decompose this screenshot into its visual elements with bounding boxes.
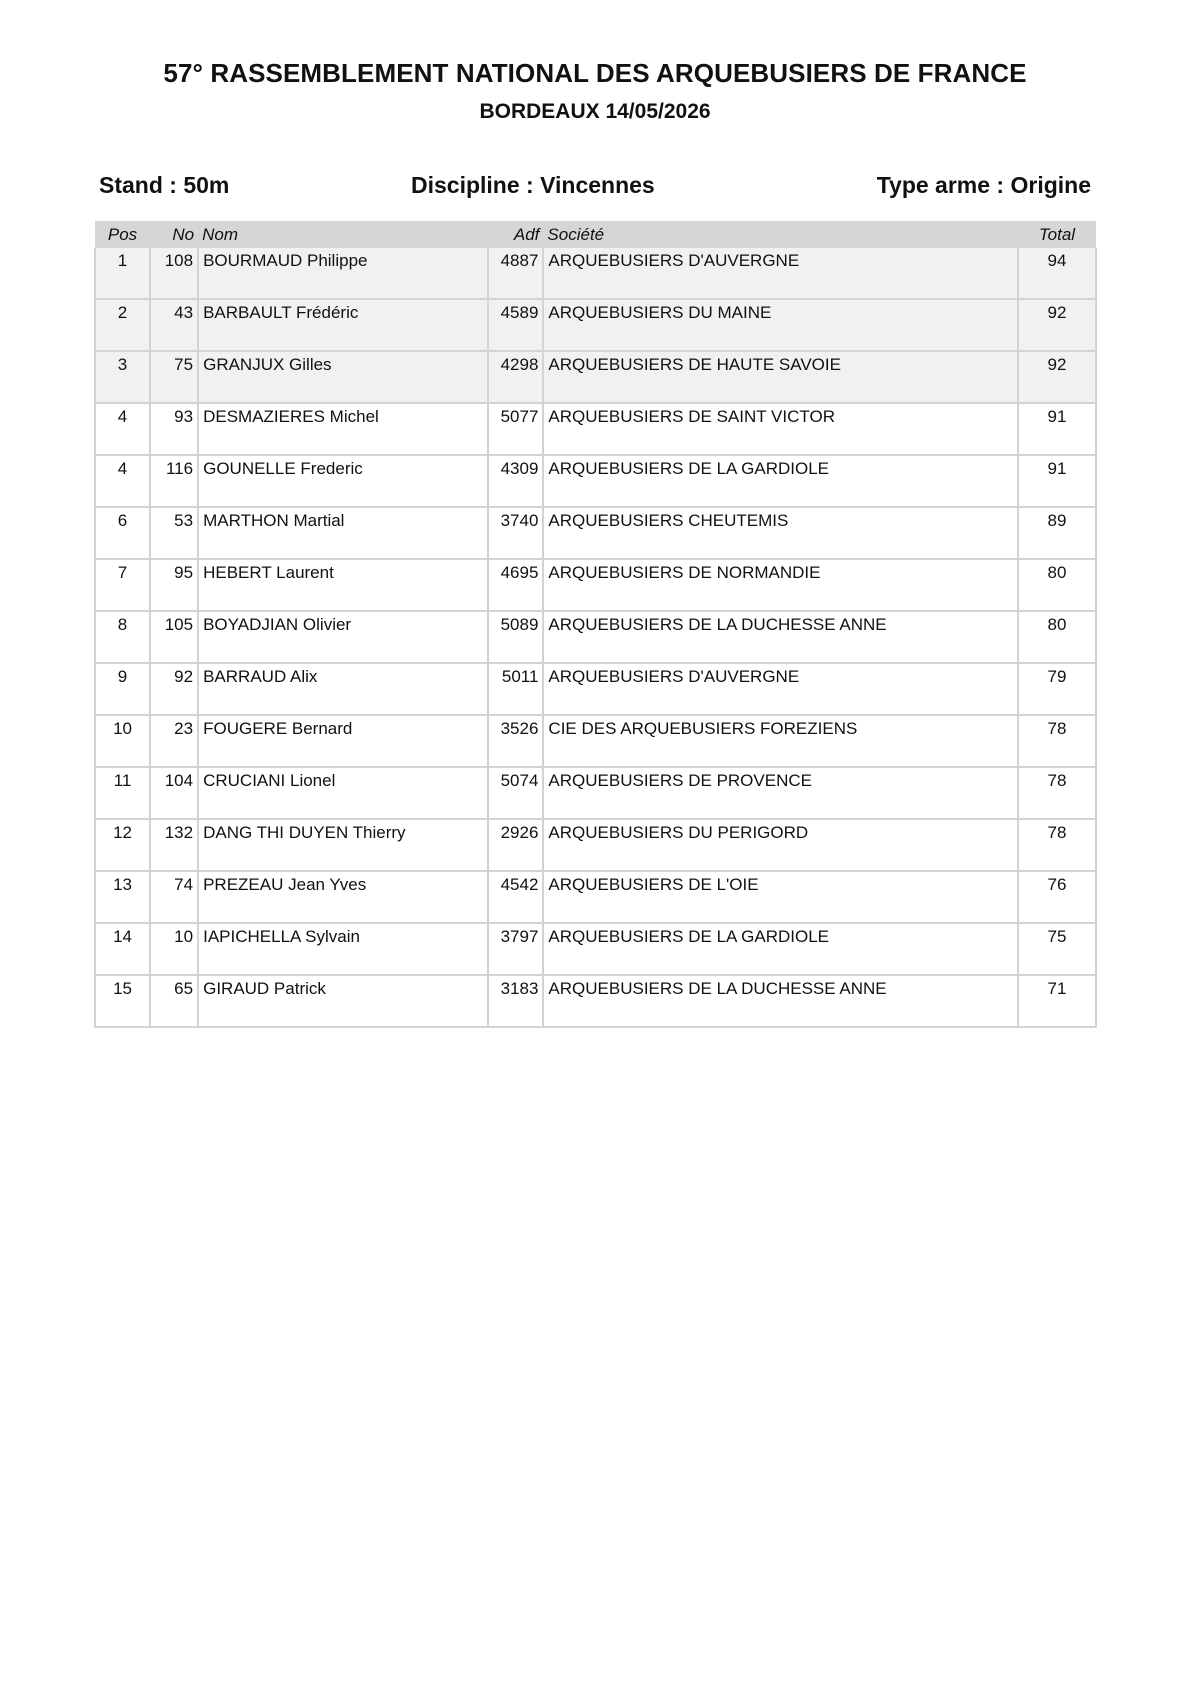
- cell-no: 104: [150, 767, 198, 819]
- cell-nom: MARTHON Martial: [198, 507, 488, 559]
- table-row: [95, 923, 1096, 975]
- cell-societe: ARQUEBUSIERS DE NORMANDIE: [543, 559, 1017, 611]
- cell-pos: 4: [95, 455, 150, 507]
- cell-total: 80: [1018, 559, 1096, 611]
- cell-no: 65: [150, 975, 198, 1027]
- cell-nom: CRUCIANI Lionel: [198, 767, 488, 819]
- cell-no: 10: [150, 923, 198, 975]
- cell-no: 75: [150, 351, 198, 403]
- cell-nom: BARBAULT Frédéric: [198, 299, 488, 351]
- cell-no: 92: [150, 663, 198, 715]
- cell-pos: 12: [95, 819, 150, 871]
- cell-societe: ARQUEBUSIERS DE LA DUCHESSE ANNE: [543, 611, 1017, 663]
- page-title: 57° RASSEMBLEMENT NATIONAL DES ARQUEBUSIERS DE FRANCE: [163, 58, 1027, 88]
- cell-societe: ARQUEBUSIERS DE HAUTE SAVOIE: [543, 351, 1017, 403]
- column-header-societe: Société: [543, 221, 1017, 248]
- cell-pos: 6: [95, 507, 150, 559]
- cell-nom: HEBERT Laurent: [198, 559, 488, 611]
- cell-pos: 14: [95, 923, 150, 975]
- cell-nom: GRANJUX Gilles: [198, 351, 488, 403]
- column-header-pos: Pos: [95, 221, 150, 248]
- cell-adf: 4589: [488, 299, 543, 351]
- cell-adf: 5077: [488, 403, 543, 455]
- cell-adf: 3740: [488, 507, 543, 559]
- cell-no: 116: [150, 455, 198, 507]
- cell-nom: FOUGERE Bernard: [198, 715, 488, 767]
- table-row: [95, 248, 1096, 299]
- cell-total: 78: [1018, 819, 1096, 871]
- table-row: [95, 975, 1096, 1027]
- column-header-adf: Adf: [488, 221, 543, 248]
- cell-societe: ARQUEBUSIERS D'AUVERGNE: [543, 663, 1017, 715]
- cell-total: 78: [1018, 715, 1096, 767]
- cell-total: 91: [1018, 403, 1096, 455]
- cell-no: 95: [150, 559, 198, 611]
- cell-no: 93: [150, 403, 198, 455]
- table-row: [95, 715, 1096, 767]
- cell-adf: 3797: [488, 923, 543, 975]
- results-table: [94, 221, 1097, 1028]
- cell-total: 78: [1018, 767, 1096, 819]
- cell-adf: 3526: [488, 715, 543, 767]
- cell-nom: BARRAUD Alix: [198, 663, 488, 715]
- cell-adf: 4309: [488, 455, 543, 507]
- table-row: [95, 403, 1096, 455]
- cell-adf: 5089: [488, 611, 543, 663]
- page-subtitle: BORDEAUX 14/05/2026: [479, 100, 711, 123]
- cell-pos: 15: [95, 975, 150, 1027]
- cell-nom: IAPICHELLA Sylvain: [198, 923, 488, 975]
- cell-no: 23: [150, 715, 198, 767]
- cell-total: 79: [1018, 663, 1096, 715]
- cell-nom: PREZEAU Jean Yves: [198, 871, 488, 923]
- cell-no: 132: [150, 819, 198, 871]
- cell-pos: 1: [95, 248, 150, 299]
- table-row: [95, 767, 1096, 819]
- cell-adf: 3183: [488, 975, 543, 1027]
- cell-total: 91: [1018, 455, 1096, 507]
- cell-no: 108: [150, 248, 198, 299]
- cell-adf: 5074: [488, 767, 543, 819]
- cell-nom: GOUNELLE Frederic: [198, 455, 488, 507]
- weapon-type-label: Type arme : Origine: [876, 172, 1091, 198]
- table-row: [95, 455, 1096, 507]
- results-body: [95, 248, 1096, 1027]
- stand-label: Stand : 50m: [99, 172, 230, 198]
- cell-total: 94: [1018, 248, 1096, 299]
- cell-total: 89: [1018, 507, 1096, 559]
- cell-pos: 7: [95, 559, 150, 611]
- cell-total: 92: [1018, 299, 1096, 351]
- cell-societe: ARQUEBUSIERS D'AUVERGNE: [543, 248, 1017, 299]
- cell-total: 76: [1018, 871, 1096, 923]
- cell-no: 53: [150, 507, 198, 559]
- cell-pos: 8: [95, 611, 150, 663]
- cell-pos: 2: [95, 299, 150, 351]
- cell-no: 43: [150, 299, 198, 351]
- cell-nom: BOYADJIAN Olivier: [198, 611, 488, 663]
- cell-nom: DANG THI DUYEN Thierry: [198, 819, 488, 871]
- cell-no: 105: [150, 611, 198, 663]
- cell-adf: 4298: [488, 351, 543, 403]
- table-row: [95, 819, 1096, 871]
- cell-societe: ARQUEBUSIERS CHEUTEMIS: [543, 507, 1017, 559]
- cell-societe: ARQUEBUSIERS DE PROVENCE: [543, 767, 1017, 819]
- cell-pos: 9: [95, 663, 150, 715]
- table-row: [95, 611, 1096, 663]
- table-row: [95, 507, 1096, 559]
- column-header-nom: Nom: [198, 221, 488, 248]
- cell-adf: 4887: [488, 248, 543, 299]
- cell-adf: 5011: [488, 663, 543, 715]
- cell-societe: ARQUEBUSIERS DE LA DUCHESSE ANNE: [543, 975, 1017, 1027]
- table-header-row: [95, 221, 1096, 248]
- column-header-total: Total: [1018, 221, 1096, 248]
- cell-societe: ARQUEBUSIERS DU MAINE: [543, 299, 1017, 351]
- cell-societe: ARQUEBUSIERS DE SAINT VICTOR: [543, 403, 1017, 455]
- cell-adf: 2926: [488, 819, 543, 871]
- cell-total: 71: [1018, 975, 1096, 1027]
- cell-pos: 3: [95, 351, 150, 403]
- table-row: [95, 663, 1096, 715]
- cell-societe: ARQUEBUSIERS DE LA GARDIOLE: [543, 923, 1017, 975]
- cell-nom: DESMAZIERES Michel: [198, 403, 488, 455]
- cell-societe: ARQUEBUSIERS DE L'OIE: [543, 871, 1017, 923]
- cell-societe: CIE DES ARQUEBUSIERS FOREZIENS: [543, 715, 1017, 767]
- table-row: [95, 871, 1096, 923]
- cell-no: 74: [150, 871, 198, 923]
- cell-total: 92: [1018, 351, 1096, 403]
- cell-societe: ARQUEBUSIERS DU PERIGORD: [543, 819, 1017, 871]
- table-row: [95, 299, 1096, 351]
- cell-pos: 13: [95, 871, 150, 923]
- cell-total: 80: [1018, 611, 1096, 663]
- cell-pos: 10: [95, 715, 150, 767]
- cell-nom: GIRAUD Patrick: [198, 975, 488, 1027]
- cell-total: 75: [1018, 923, 1096, 975]
- cell-societe: ARQUEBUSIERS DE LA GARDIOLE: [543, 455, 1017, 507]
- cell-pos: 11: [95, 767, 150, 819]
- cell-adf: 4695: [488, 559, 543, 611]
- cell-nom: BOURMAUD Philippe: [198, 248, 488, 299]
- cell-adf: 4542: [488, 871, 543, 923]
- table-row: [95, 559, 1096, 611]
- cell-pos: 4: [95, 403, 150, 455]
- table-row: [95, 351, 1096, 403]
- discipline-label: Discipline : Vincennes: [411, 172, 655, 198]
- column-header-no: No: [150, 221, 198, 248]
